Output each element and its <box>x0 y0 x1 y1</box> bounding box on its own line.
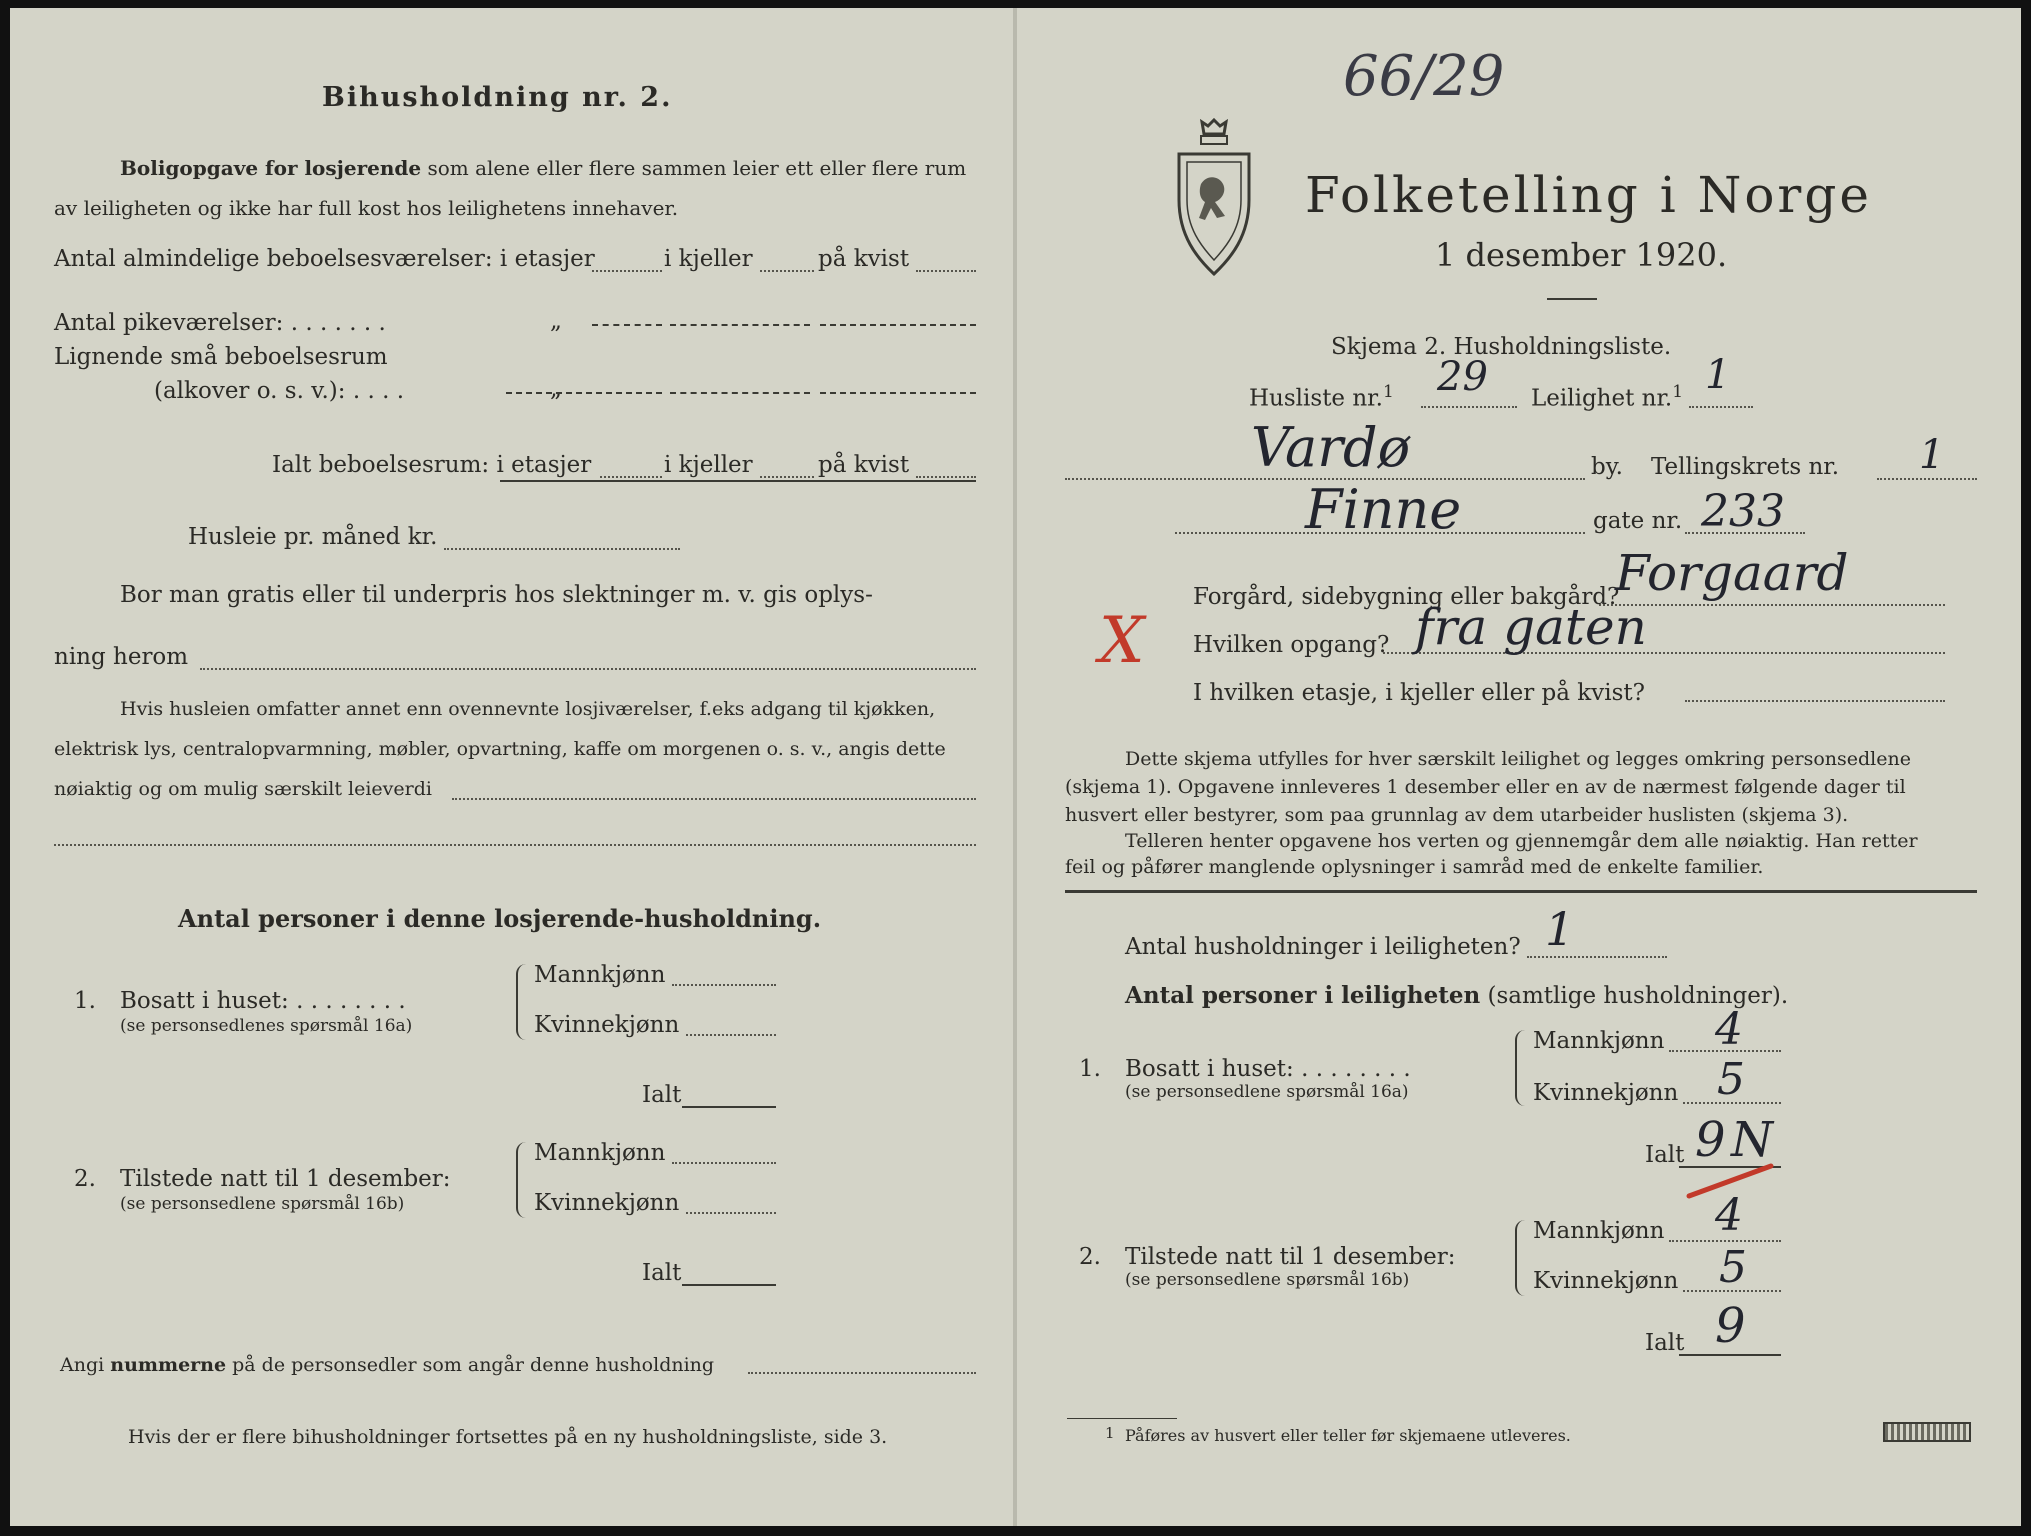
angi-field[interactable] <box>748 1372 976 1374</box>
husliste-value: 29 <box>1437 354 1488 400</box>
right-date: 1 desember 1920. <box>1435 236 1728 274</box>
coat-of-arms-icon <box>1171 114 1257 280</box>
right-item2-brace <box>1515 1220 1525 1296</box>
hvis-line-3: nøiaktig og om mulig særskilt leieverdi <box>54 778 432 800</box>
left-item2-mann-field[interactable] <box>672 1162 776 1164</box>
gate-nr-field[interactable] <box>1685 532 1805 534</box>
left-item2-sub: (se personsedlene spørsmål 16b) <box>120 1194 405 1214</box>
left-item1-sub: (se personsedlenes spørsmål 16a) <box>120 1016 413 1036</box>
husliste-fn: 1 <box>1382 382 1394 402</box>
right-item2-kvinne: Kvinnekjønn <box>1533 1268 1679 1294</box>
census-form-sheet <box>10 8 2021 1526</box>
bor-gratis-line-1: Bor man gratis eller til underpris hos slektninger m. v. gis oplys- <box>120 582 873 608</box>
antal-hush-value: 1 <box>1545 902 1575 956</box>
right-title: Folketelling i Norge <box>1305 166 1872 224</box>
right-item1-label: Bosatt i huset: . . . . . . . . <box>1125 1056 1411 1082</box>
leilighet-fn: 1 <box>1672 382 1684 402</box>
left-item2-ialt: Ialt <box>642 1260 682 1286</box>
etasje-field[interactable] <box>1685 700 1945 702</box>
right-item2-ialt-field[interactable] <box>1679 1354 1781 1356</box>
tilstede-kvinne-value: 5 <box>1719 1242 1747 1293</box>
right-item2-num: 2. <box>1079 1244 1101 1270</box>
leieverdi-field-2[interactable] <box>54 844 976 846</box>
forgard-value: Forgaard <box>1615 544 1849 602</box>
note-line-2: (skjema 1). Opgavene innleveres 1 desember eller en av de nærmest følgende dager til <box>1065 776 1906 798</box>
ialt-beboelse-label: Ialt beboelsesrum: i etasjer <box>272 452 592 478</box>
footnote-text: Påføres av husvert eller teller før skjemaene utleveres. <box>1125 1426 1571 1445</box>
right-item2-label: Tilstede natt til 1 desember: <box>1125 1244 1456 1270</box>
alkover-kvist-field[interactable] <box>820 392 976 394</box>
hvis-line-2: elektrisk lys, centralopvarmning, møbler, opvartning, kaffe om morgenen o. s. v., angis dette <box>54 738 946 760</box>
left-item2-brace <box>516 1142 526 1218</box>
antal-pers-rest: (samtlige husholdninger). <box>1480 983 1789 1009</box>
forgard-field[interactable] <box>1599 604 1945 606</box>
ialt-etasjer-field[interactable] <box>600 476 662 478</box>
husleie-field[interactable] <box>444 548 680 550</box>
intro-bold: Boligopgave for losjerende <box>120 156 422 180</box>
note-line-4: Telleren henter opgavene hos verten og gjennemgår dem alle nøiaktig. Han retter <box>1125 830 1918 852</box>
opgang-value: fra gaten <box>1415 598 1647 656</box>
antal-personer-heading: Antal personer i denne losjerende-husholdning. <box>178 904 822 933</box>
left-item2-mann: Mannkjønn <box>534 1140 666 1166</box>
kvist-field[interactable] <box>916 270 976 272</box>
gate-label: gate nr. <box>1593 508 1683 534</box>
left-item1-label: Bosatt i huset: . . . . . . . . <box>120 988 406 1014</box>
left-item1-mann: Mannkjønn <box>534 962 666 988</box>
left-item1-brace <box>516 964 526 1040</box>
pa-kvist-label: på kvist <box>818 246 910 272</box>
ialt-underline <box>500 480 976 482</box>
left-item2-label: Tilstede natt til 1 desember: <box>120 1166 451 1192</box>
ialt-kjeller-field[interactable] <box>760 476 814 478</box>
angi-pre: Angi <box>60 1354 111 1376</box>
gate-value: Finne <box>1305 478 1462 541</box>
left-item1-ialt: Ialt <box>642 1082 682 1108</box>
left-item2-kvinne: Kvinnekjønn <box>534 1190 680 1216</box>
leilighet-text: Leilighet nr. <box>1531 385 1673 412</box>
angi-line <box>60 1354 714 1376</box>
title-rule <box>1547 298 1597 300</box>
bor-gratis-field[interactable] <box>200 668 976 670</box>
hvis-line-1: Hvis husleien omfatter annet enn ovennevnte losjiværelser, f.eks adgang til kjøkken, <box>120 698 936 720</box>
right-page <box>1015 8 2021 1526</box>
note-line-5: feil og påfører manglende oplysninger i samråd med de enkelte familier. <box>1065 856 1764 878</box>
intro-rest: som alene eller flere sammen leier ett eller flere rum <box>421 156 967 180</box>
intro-line-1 <box>120 156 966 180</box>
left-item1-ialt-field[interactable] <box>682 1106 776 1108</box>
bor-gratis-line-2: ning herom <box>54 644 189 670</box>
bosatt-ialt-extra: N <box>1731 1112 1773 1168</box>
leilighet-field[interactable] <box>1689 406 1753 408</box>
left-item2-num: 2. <box>74 1166 96 1192</box>
by-value: Vardø <box>1251 416 1411 479</box>
bosatt-ialt-value: 9 <box>1695 1112 1726 1168</box>
right-item2-ialt: Ialt <box>1645 1330 1685 1356</box>
gate-nr-value: 233 <box>1701 486 1785 537</box>
by-label: by. <box>1591 454 1623 480</box>
tellingskrets-value: 1 <box>1919 432 1945 478</box>
leieverdi-field[interactable] <box>452 798 976 800</box>
flere-note: Hvis der er flere bihusholdninger fortsettes på en ny husholdningsliste, side 3. <box>128 1426 888 1448</box>
left-item1-num: 1. <box>74 988 96 1014</box>
husliste-text: Husliste nr. <box>1249 385 1383 412</box>
pikevaerelser-label: Antal pikeværelser: . . . . . . . <box>54 310 386 336</box>
right-item1-kvinne: Kvinnekjønn <box>1533 1080 1679 1106</box>
section-rule <box>1065 890 1977 893</box>
red-check-mark: X <box>1099 604 1145 678</box>
ditto-mark-2: „ <box>550 376 562 402</box>
right-item1-sub: (se personsedlene spørsmål 16a) <box>1125 1082 1409 1102</box>
gate-field[interactable] <box>1175 532 1585 534</box>
opgang-label: Hvilken opgang? <box>1193 632 1390 658</box>
tellingskrets-label: Tellingskrets nr. <box>1651 454 1840 480</box>
note-line-1: Dette skjema utfylles for hver særskilt leilighet og legges omkring personsedlene <box>1125 748 1911 770</box>
antal-hush-field[interactable] <box>1527 956 1667 958</box>
right-item2-sub: (se personsedlene spørsmål 16b) <box>1125 1270 1410 1290</box>
left-page <box>10 8 1015 1526</box>
right-item1-num: 1. <box>1079 1056 1101 1082</box>
left-item1-mann-field[interactable] <box>672 984 776 986</box>
ialt-pa-kvist-label: på kvist <box>818 452 910 478</box>
bosatt-mann-value: 4 <box>1715 1004 1743 1055</box>
kjeller-field[interactable] <box>760 270 814 272</box>
alkover-etasjer-field[interactable] <box>506 392 662 394</box>
antal-pers-bold: Antal personer i leiligheten <box>1125 982 1481 1009</box>
pikevaerelser-kvist-field[interactable] <box>820 324 976 326</box>
right-item1-ialt: Ialt <box>1645 1142 1685 1168</box>
tellingskrets-field[interactable] <box>1877 478 1977 480</box>
right-item1-brace <box>1515 1030 1525 1106</box>
forgard-label: Forgård, sidebygning eller bakgård? <box>1193 584 1620 610</box>
alkover-kjeller-field[interactable] <box>670 392 810 394</box>
antal-alm-label: Antal almindelige beboelsesværelser: i etasjer <box>54 246 595 272</box>
right-item2-mann: Mannkjønn <box>1533 1218 1665 1244</box>
lignende-label-2: (alkover o. s. v.): . . . . <box>154 378 405 404</box>
etasje-label: I hvilken etasje, i kjeller eller på kvist? <box>1193 680 1645 706</box>
angi-post: på de personsedler som angår denne husholdning <box>226 1354 715 1376</box>
left-item2-ialt-field[interactable] <box>682 1284 776 1286</box>
footnote-rule <box>1067 1418 1177 1419</box>
husliste-label <box>1249 382 1394 412</box>
ialt-kvist-field[interactable] <box>916 476 976 478</box>
tilstede-mann-value: 4 <box>1715 1190 1743 1241</box>
ditto-mark: „ <box>550 308 562 334</box>
leilighet-label <box>1531 382 1683 412</box>
right-item1-mann: Mannkjønn <box>1533 1028 1665 1054</box>
tilstede-ialt-value: 9 <box>1715 1298 1746 1354</box>
skjema-label: Skjema 2. Husholdningsliste. <box>1331 334 1672 360</box>
etasjer-field[interactable] <box>592 270 662 272</box>
angi-bold: nummerne <box>110 1354 227 1376</box>
husleie-label: Husleie pr. måned kr. <box>188 524 438 550</box>
intro-line-2: av leiligheten og ikke har full kost hos leilighetens innehaver. <box>54 196 679 220</box>
leilighet-value: 1 <box>1705 352 1731 398</box>
left-item2-kvinne-field[interactable] <box>686 1212 776 1214</box>
antal-pers-heading <box>1125 982 1788 1009</box>
left-title: Bihusholdning nr. 2. <box>322 82 673 113</box>
i-kjeller-label: i kjeller <box>664 246 753 272</box>
note-line-3: husvert eller bestyrer, som paa grunnlag av dem utarbeider huslisten (skjema 3). <box>1065 804 1849 826</box>
footnote-number: 1 <box>1105 1424 1115 1442</box>
bosatt-kvinne-value: 5 <box>1717 1054 1745 1105</box>
printer-stamp <box>1883 1422 1971 1442</box>
left-item1-kvinne-field[interactable] <box>686 1034 776 1036</box>
antal-hush-label: Antal husholdninger i leiligheten? <box>1125 934 1521 960</box>
left-item1-kvinne: Kvinnekjønn <box>534 1012 680 1038</box>
ialt-i-kjeller-label: i kjeller <box>664 452 753 478</box>
archive-number: 66/29 <box>1343 44 1505 109</box>
pikevaerelser-etasjer-field[interactable] <box>592 324 662 326</box>
pikevaerelser-kjeller-field[interactable] <box>670 324 810 326</box>
husliste-field[interactable] <box>1421 406 1517 408</box>
lignende-label-1: Lignende små beboelsesrum <box>54 344 388 370</box>
